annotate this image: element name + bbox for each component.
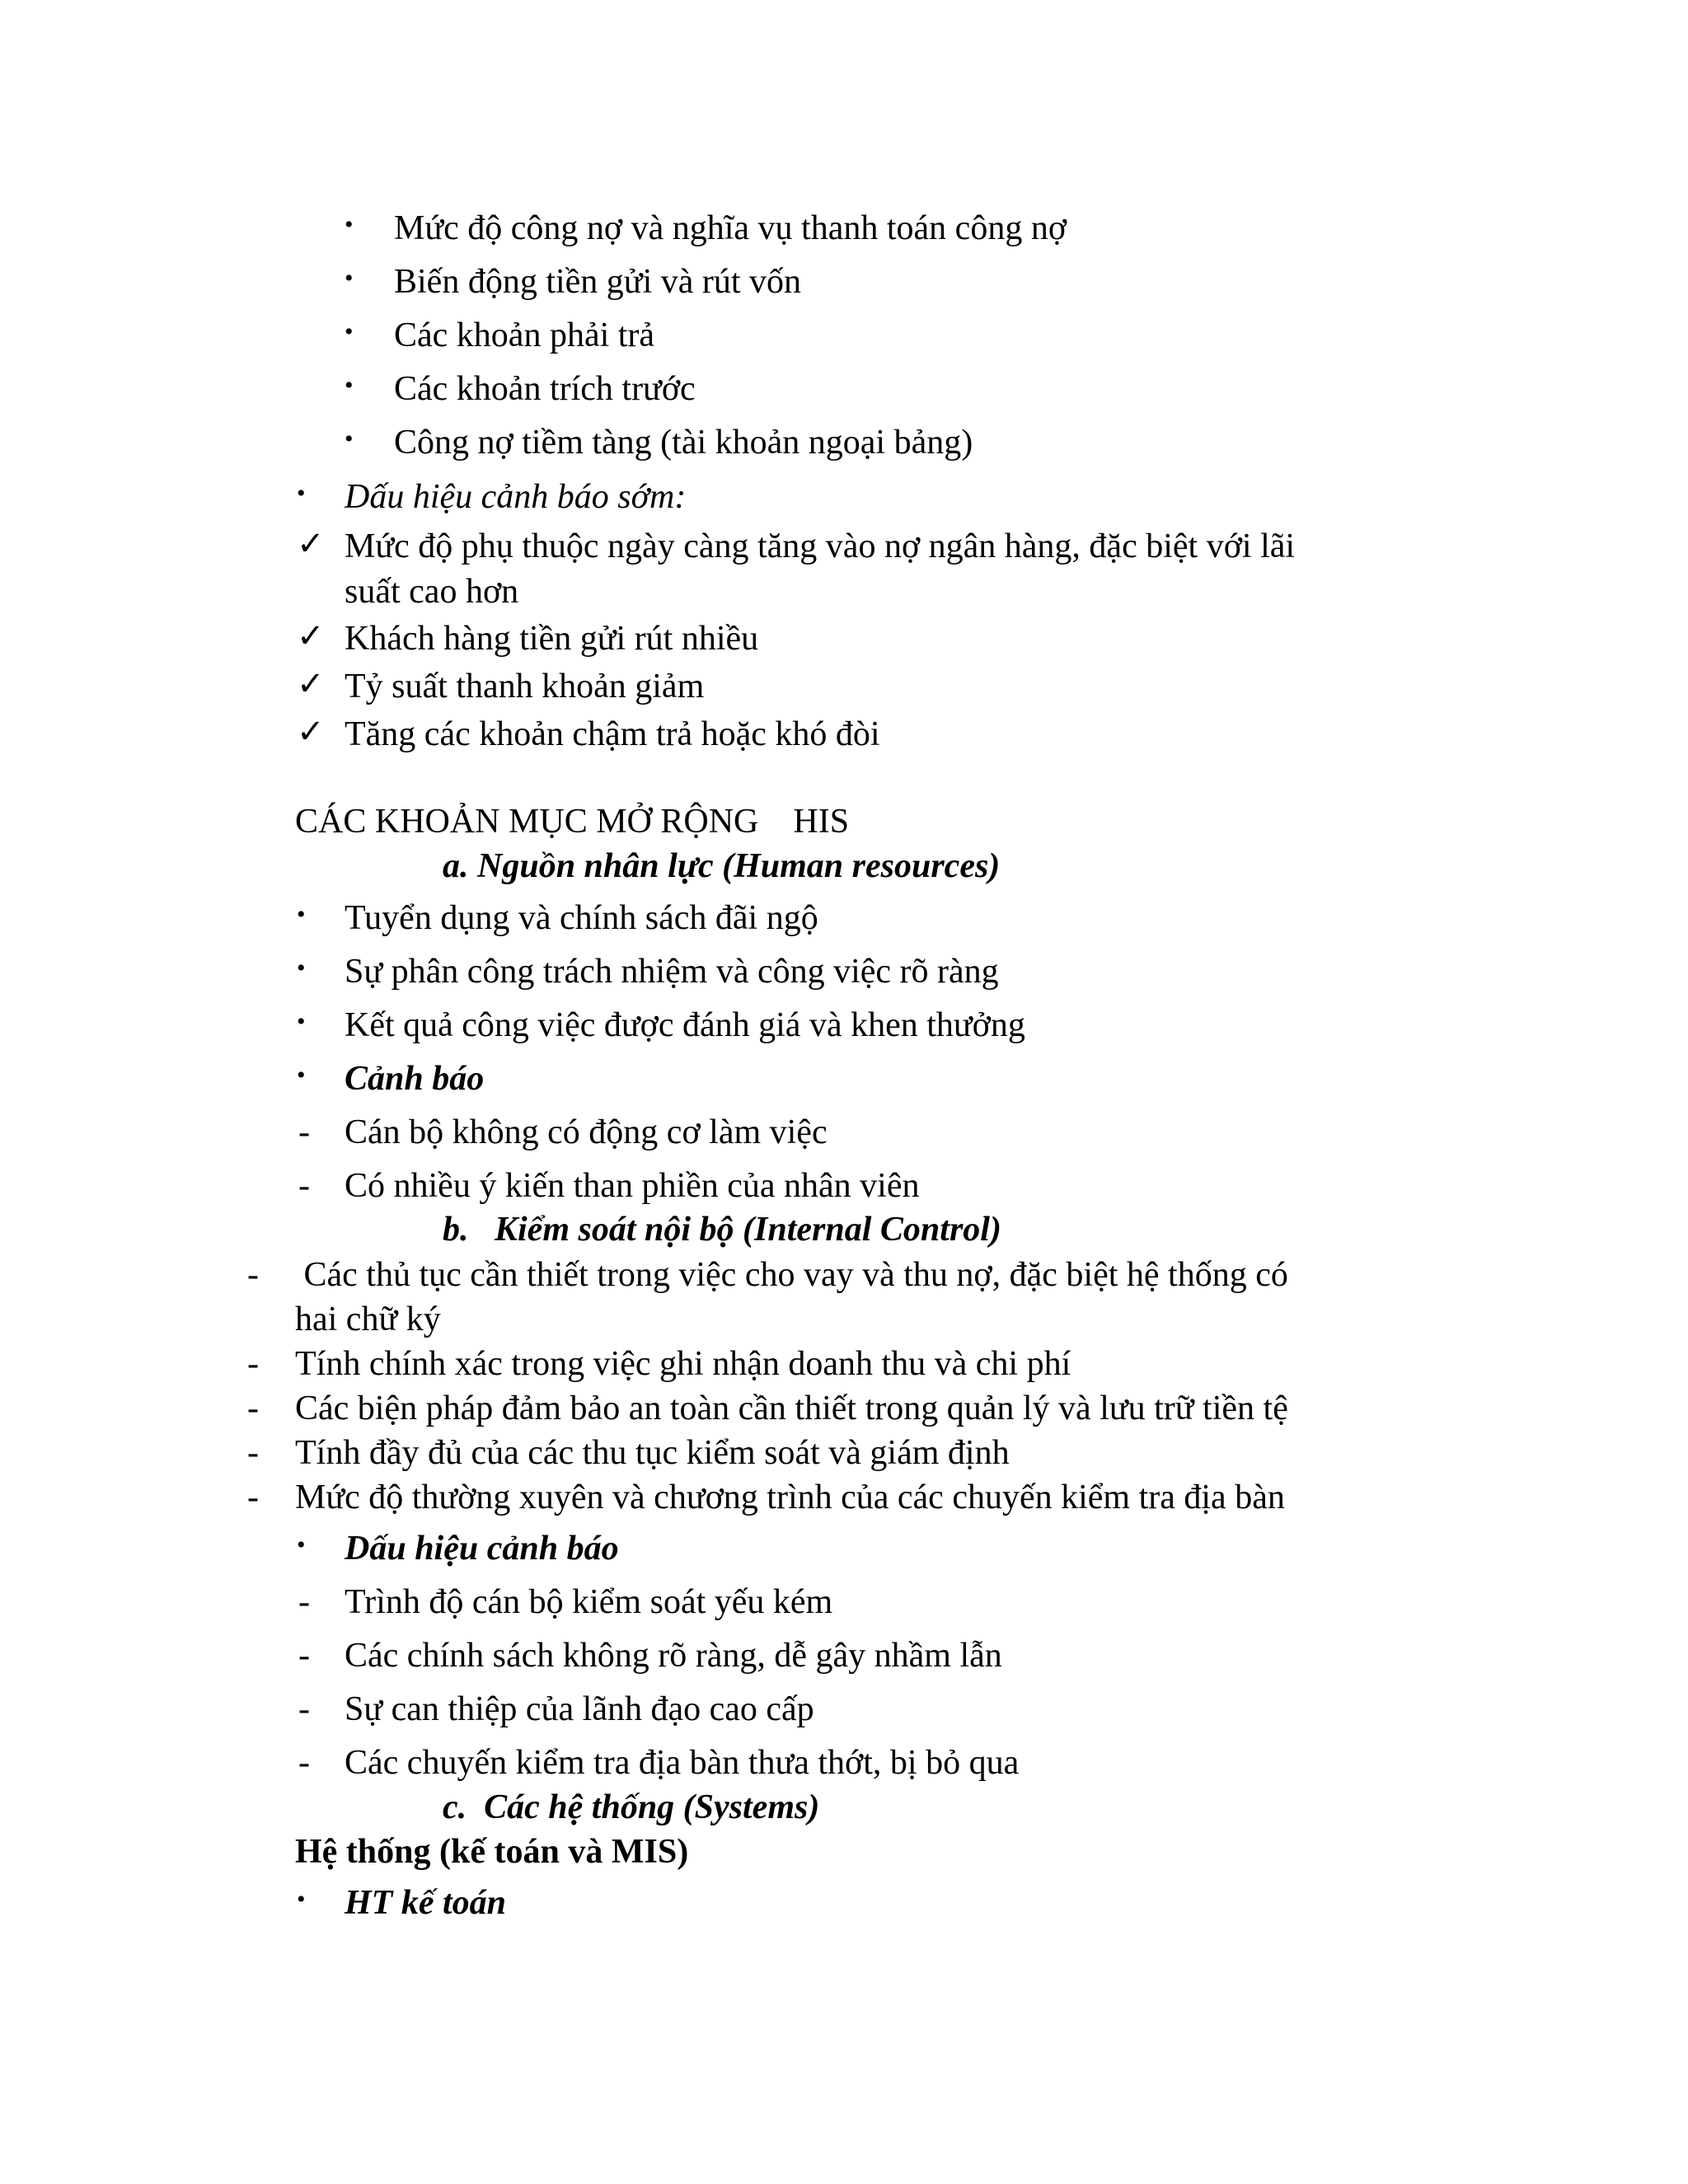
bullet-icon: • [297, 901, 306, 928]
list-item: Mức độ công nợ và nghĩa vụ thanh toán công nợ [394, 209, 1067, 247]
section-a-heading: a. Nguồn nhân lực (Human resources) [443, 847, 1001, 885]
bullet-icon: • [297, 480, 306, 507]
list-item: Sự phân công trách nhiệm và công việc rõ ràng [345, 953, 999, 991]
bullet-icon: • [297, 1886, 306, 1913]
dash-icon: - [247, 1434, 259, 1472]
section-c-subheading: Hệ thống (kế toán và MIS) [295, 1833, 689, 1871]
bullet-icon: • [345, 425, 354, 452]
dash-icon: - [298, 1583, 310, 1621]
list-item: Cán bộ không có động cơ làm việc [345, 1113, 828, 1151]
list-item-continuation: hai chữ ký [295, 1301, 441, 1338]
list-item: Tuyển dụng và chính sách đãi ngộ [345, 899, 818, 937]
list-item: Tính chính xác trong việc ghi nhận doanh thu và chi phí [295, 1345, 1071, 1383]
list-item: Các khoản trích trước [394, 370, 696, 408]
dash-icon: - [298, 1690, 310, 1728]
check-icon: ✓ [297, 713, 325, 750]
warning-heading: Cảnh báo [345, 1060, 485, 1098]
list-item: Kết quả công việc được đánh giá và khen thưởng [345, 1006, 1025, 1044]
section-c-heading: c. Các hệ thống (Systems) [443, 1788, 820, 1826]
list-item: Các thủ tục cần thiết trong việc cho vay và thu nợ, đặc biệt hệ thống có [295, 1256, 1288, 1294]
list-item: Sự can thiệp của lãnh đạo cao cấp [345, 1690, 814, 1728]
dash-icon: - [247, 1345, 259, 1383]
list-item: Khách hàng tiền gửi rút nhiều [345, 620, 759, 658]
list-item: Mức độ phụ thuộc ngày càng tăng vào nợ ngân hàng, đặc biệt với lãi [345, 527, 1296, 565]
list-item: Các biện pháp đảm bảo an toàn cần thiết trong quản lý và lưu trữ tiền tệ [295, 1390, 1288, 1427]
list-item: Biến động tiền gửi và rút vốn [394, 263, 802, 301]
list-item: Có nhiều ý kiến than phiền của nhân viên [345, 1167, 920, 1205]
bullet-icon: • [345, 211, 354, 238]
bullet-icon: • [345, 318, 354, 345]
section-b-heading: b. Kiểm soát nội bộ (Internal Control) [443, 1211, 1001, 1249]
list-item: Tỷ suất thanh khoản giảm [345, 668, 705, 705]
check-icon: ✓ [297, 665, 325, 702]
bullet-icon: • [345, 372, 354, 399]
section-title: CÁC KHOẢN MỤC MỞ RỘNG HIS [295, 803, 850, 841]
list-item: Các khoản phải trả [394, 316, 655, 354]
list-item: Tăng các khoản chậm trả hoặc khó đòi [345, 715, 880, 753]
bullet-icon: • [297, 1062, 306, 1089]
list-item: Công nợ tiềm tàng (tài khoản ngoại bảng) [394, 424, 973, 462]
list-item: Các chính sách không rõ ràng, dễ gây nhầm lẫn [345, 1637, 1002, 1675]
bullet-icon: • [345, 265, 354, 292]
bullet-icon: • [297, 954, 306, 982]
dash-icon: - [247, 1479, 259, 1516]
list-item: HT kế toán [345, 1884, 506, 1922]
list-item: Tính đầy đủ của các thu tục kiểm soát và giám định [295, 1434, 1010, 1472]
list-item-continuation: suất cao hơn [345, 573, 519, 611]
list-item: Trình độ cán bộ kiểm soát yếu kém [345, 1583, 833, 1621]
warning-heading: Dấu hiệu cảnh báo sớm: [345, 478, 687, 516]
bullet-icon: • [297, 1531, 306, 1558]
check-icon: ✓ [297, 617, 325, 654]
dash-icon: - [298, 1167, 310, 1205]
list-item: Các chuyến kiểm tra địa bàn thưa thớt, bị bỏ qua [345, 1744, 1020, 1782]
dash-icon: - [247, 1256, 259, 1294]
dash-icon: - [298, 1113, 310, 1151]
dash-icon: - [247, 1390, 259, 1427]
dash-icon: - [298, 1744, 310, 1782]
warning-heading: Dấu hiệu cảnh báo [345, 1530, 619, 1568]
dash-icon: - [298, 1637, 310, 1675]
bullet-icon: • [297, 1008, 306, 1035]
list-item: Mức độ thường xuyên và chương trình của các chuyến kiểm tra địa bàn [295, 1479, 1285, 1516]
check-icon: ✓ [297, 525, 325, 562]
